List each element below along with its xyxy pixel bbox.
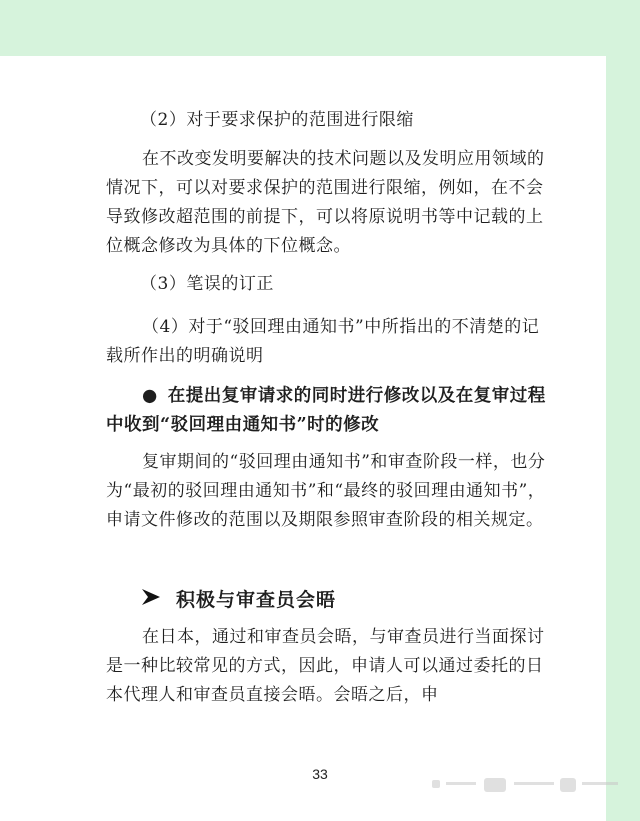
page-number: 33 [312,766,328,782]
item-2-heading: （2）对于要求保护的范围进行限缩 [140,110,414,130]
bullet-heading-text: 在提出复审请求的同时进行修改以及在复审过程中收到“驳回理由通知书”时的修改 [106,386,546,435]
section-heading [140,585,336,612]
section-heading-text: 积极与审查员会晤 [176,589,337,611]
paragraph-interview: 在日本，通过和审查员会晤，与审查员进行当面探讨是一种比较常见的方式，因此，申请人可以通过委托的日本代理人和审查员直接会晤。会晤之后，申 [106,627,545,705]
arrowhead-icon [140,588,166,611]
paragraph-reexamination: 复审期间的“驳回理由通知书”和审查阶段一样，也分为“最初的驳回理由通知书”和“最终的驳回理由通知书”，申请文件修改的范围以及期限参照审查阶段的相关规定。 [106,452,546,530]
watermark-logo [432,772,622,800]
bullet-icon: ● [142,386,158,406]
item-3-heading: （3）笔误的订正 [140,274,274,294]
item-4-paragraph: （4）对于“驳回理由通知书”中所指出的不清楚的记载所作出的明确说明 [106,317,540,366]
bullet-heading [106,382,546,440]
paragraph-narrowing-scope: 在不改变发明要解决的技术问题以及发明应用领域的情况下，可以对要求保护的范围进行限缩，例如，在不会导致修改超范围的前提下，可以将原说明书等中记载的上位概念修改为具体的下位概念。 [106,149,545,256]
